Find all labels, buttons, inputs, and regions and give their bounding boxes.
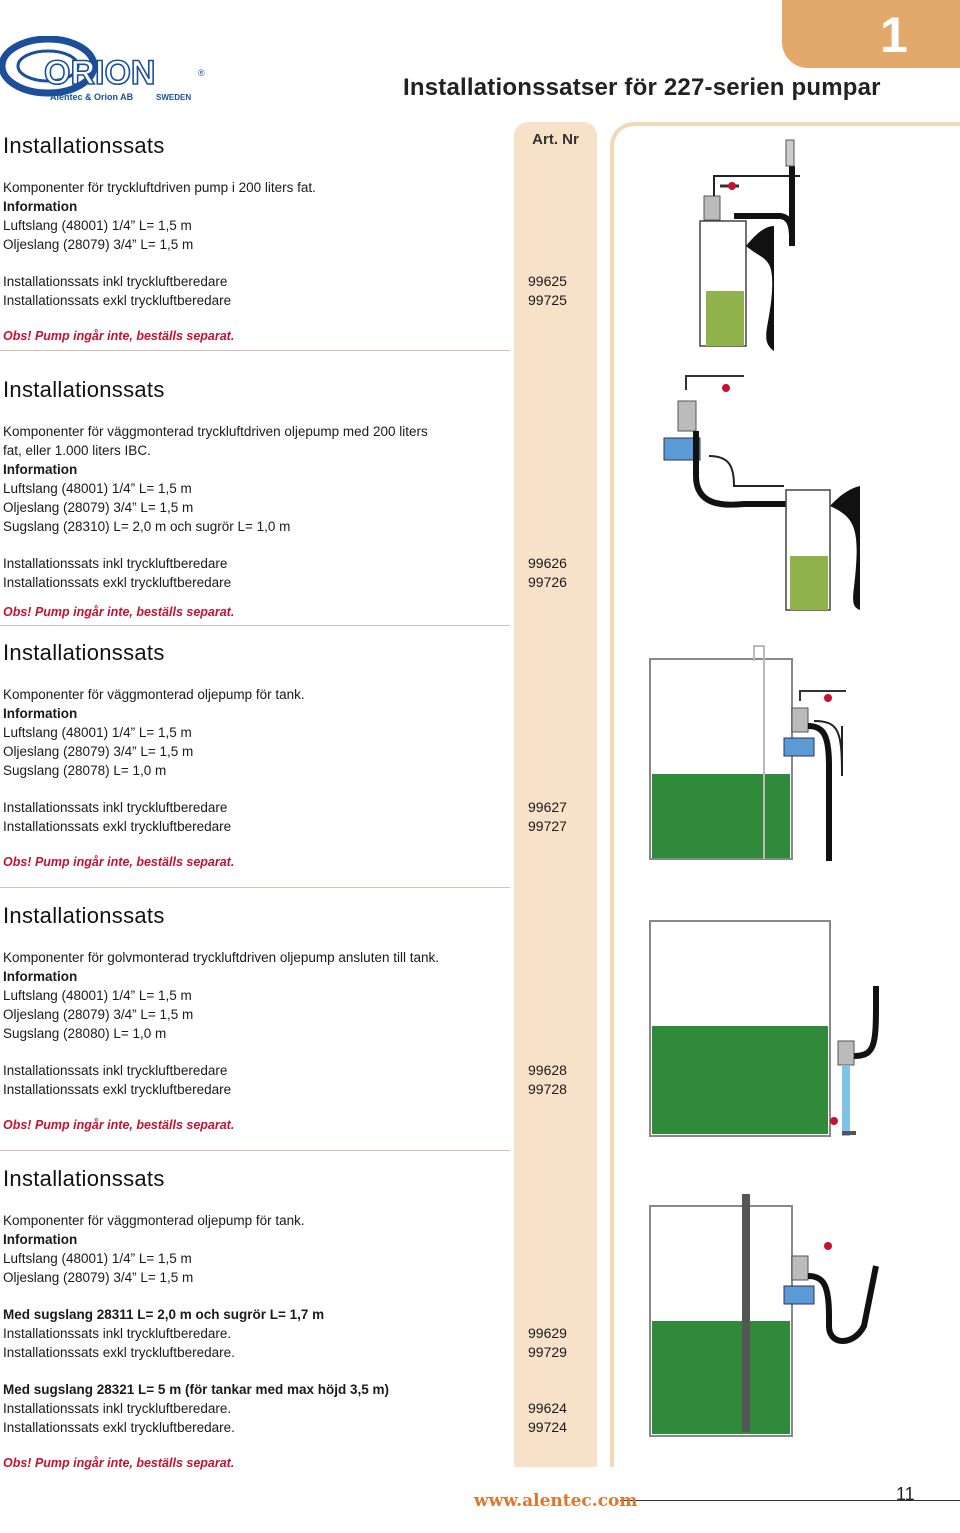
tank-illustration-3 bbox=[650, 646, 846, 861]
component-line: Luftslang (48001) 1/4” L= 1,5 m bbox=[3, 725, 192, 740]
product-label: Installationssats inkl tryckluftberedare bbox=[3, 274, 228, 289]
obs-note: Obs! Pump ingår inte, beställs separat. bbox=[3, 329, 235, 343]
chapter-number: 1 bbox=[880, 7, 908, 63]
product-label: Installationssats exkl tryckluftberedare bbox=[3, 293, 232, 308]
page-title: Installationssatser för 227-serien pumpar bbox=[403, 74, 881, 101]
section-heading: Installationssats bbox=[3, 133, 165, 158]
description-text: Komponenter för väggmonterad oljepump för tank. bbox=[3, 1213, 305, 1228]
article-number: 99724 bbox=[528, 1419, 567, 1435]
component-line: Luftslang (48001) 1/4” L= 1,5 m bbox=[3, 218, 192, 233]
article-number: 99628 bbox=[528, 1062, 567, 1078]
description-text: Komponenter för väggmonterad oljepump för tank. bbox=[3, 687, 305, 702]
product-label: Installationssats inkl tryckluftberedare bbox=[3, 1063, 228, 1078]
art-nr-column bbox=[514, 122, 597, 1467]
section-5 bbox=[0, 1166, 600, 1192]
section-heading: Installationssats bbox=[3, 377, 165, 402]
article-number: 99629 bbox=[528, 1325, 567, 1341]
obs-note: Obs! Pump ingår inte, beställs separat. bbox=[3, 855, 235, 869]
component-line: Oljeslang (28079) 3/4” L= 1,5 m bbox=[3, 237, 194, 252]
chapter-tab bbox=[782, 0, 960, 68]
orion-logo bbox=[0, 36, 215, 106]
page-number: 11 bbox=[896, 1484, 915, 1504]
product-label: Installationssats exkl tryckluftberedare. bbox=[3, 1345, 235, 1360]
component-line: Sugslang (28310) L= 2,0 m och sugrör L= 1,0 m bbox=[3, 519, 291, 534]
installation-illustrations bbox=[614, 126, 960, 1467]
product-label: Installationssats inkl tryckluftberedare bbox=[3, 800, 228, 815]
obs-note: Obs! Pump ingår inte, beställs separat. bbox=[3, 1118, 235, 1132]
tank-illustration-5 bbox=[650, 1194, 876, 1436]
drum-illustration-2 bbox=[664, 376, 860, 610]
description-text: Komponenter för väggmonterad tryckluftdriven oljepump med 200 liters bbox=[3, 424, 428, 439]
component-line: Luftslang (48001) 1/4” L= 1,5 m bbox=[3, 1251, 192, 1266]
product-label: Installationssats inkl tryckluftberedare bbox=[3, 556, 228, 571]
component-line: Oljeslang (28079) 3/4” L= 1,5 m bbox=[3, 1007, 194, 1022]
section-4 bbox=[0, 903, 600, 929]
product-label: Installationssats inkl tryckluftberedare. bbox=[3, 1326, 232, 1341]
footer-url[interactable]: www.alentec.com bbox=[474, 1491, 638, 1511]
article-number: 99727 bbox=[528, 818, 567, 834]
product-label: Installationssats inkl tryckluftberedare. bbox=[3, 1401, 232, 1416]
section-divider bbox=[0, 625, 510, 626]
description-text: fat, eller 1.000 liters IBC. bbox=[3, 443, 151, 458]
info-label: Information bbox=[3, 969, 78, 984]
component-line: Oljeslang (28079) 3/4” L= 1,5 m bbox=[3, 500, 194, 515]
product-label: Installationssats exkl tryckluftberedare. bbox=[3, 1420, 235, 1435]
section-3 bbox=[0, 640, 600, 666]
drum-illustration-1 bbox=[700, 140, 800, 351]
description-text: Komponenter för tryckluftdriven pump i 200 liters fat. bbox=[3, 180, 316, 195]
obs-note: Obs! Pump ingår inte, beställs separat. bbox=[3, 1456, 235, 1470]
component-line: Sugslang (28080) L= 1,0 m bbox=[3, 1026, 167, 1041]
article-number: 99725 bbox=[528, 292, 567, 308]
component-line: Luftslang (48001) 1/4” L= 1,5 m bbox=[3, 988, 192, 1003]
component-line: Oljeslang (28079) 3/4” L= 1,5 m bbox=[3, 1270, 194, 1285]
product-label: Installationssats exkl tryckluftberedare bbox=[3, 575, 232, 590]
article-number: 99728 bbox=[528, 1081, 567, 1097]
article-number: 99726 bbox=[528, 574, 567, 590]
description-text: Komponenter för golvmonterad tryckluftdriven oljepump ansluten till tank. bbox=[3, 950, 439, 965]
info-label: Information bbox=[3, 706, 78, 721]
component-line: Luftslang (48001) 1/4” L= 1,5 m bbox=[3, 481, 192, 496]
component-line: Oljeslang (28079) 3/4” L= 1,5 m bbox=[3, 744, 194, 759]
svg-text:®: ® bbox=[198, 68, 205, 78]
article-number: 99627 bbox=[528, 799, 567, 815]
tank-illustration-4 bbox=[650, 921, 876, 1136]
component-line: Sugslang (28078) L= 1,0 m bbox=[3, 763, 167, 778]
section-2 bbox=[0, 377, 600, 403]
subgroup-title: Med sugslang 28311 L= 2,0 m och sugrör L= 1,7 m bbox=[3, 1307, 325, 1322]
section-divider bbox=[0, 887, 510, 888]
section-heading: Installationssats bbox=[3, 640, 165, 665]
logo-company: Alentec & Orion AB bbox=[50, 92, 134, 102]
article-number: 99625 bbox=[528, 273, 567, 289]
logo-country: SWEDEN bbox=[156, 93, 192, 102]
section-1 bbox=[0, 133, 600, 159]
info-label: Information bbox=[3, 462, 78, 477]
article-number: 99624 bbox=[528, 1400, 567, 1416]
logo-wordmark: ORION bbox=[44, 54, 156, 92]
obs-note: Obs! Pump ingår inte, beställs separat. bbox=[3, 605, 235, 619]
art-nr-heading: Art. Nr bbox=[532, 131, 579, 148]
section-divider bbox=[0, 350, 510, 351]
article-number: 99626 bbox=[528, 555, 567, 571]
product-label: Installationssats exkl tryckluftberedare bbox=[3, 819, 232, 834]
subgroup-title: Med sugslang 28321 L= 5 m (för tankar med max höjd 3,5 m) bbox=[3, 1382, 389, 1397]
product-label: Installationssats exkl tryckluftberedare bbox=[3, 1082, 232, 1097]
section-heading: Installationssats bbox=[3, 1166, 165, 1191]
info-label: Information bbox=[3, 1232, 78, 1247]
article-number: 99729 bbox=[528, 1344, 567, 1360]
info-label: Information bbox=[3, 199, 78, 214]
section-heading: Installationssats bbox=[3, 903, 165, 928]
section-divider bbox=[0, 1150, 510, 1151]
